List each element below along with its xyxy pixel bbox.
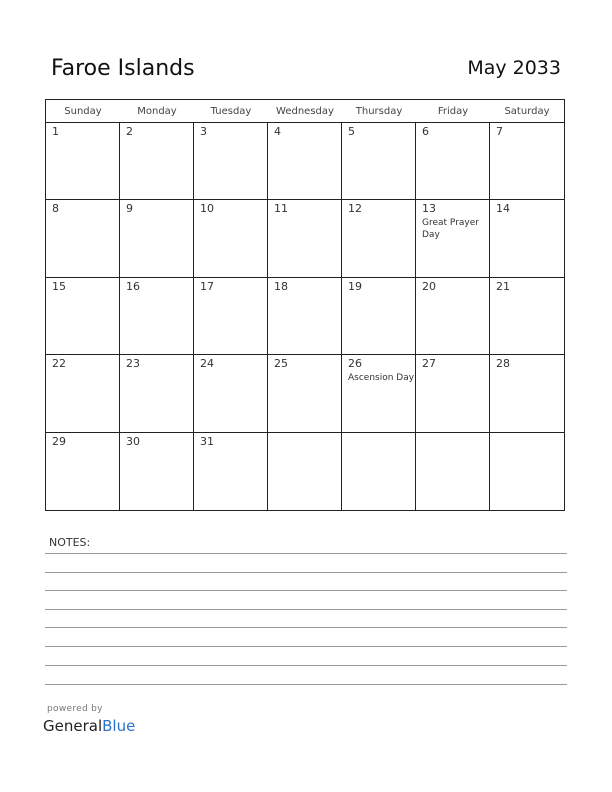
day-cell xyxy=(268,200,342,277)
day-cell xyxy=(268,123,342,200)
day-number: 24 xyxy=(200,357,214,371)
day-cell xyxy=(268,433,342,510)
note-line xyxy=(45,590,567,591)
day-number: 20 xyxy=(422,279,436,293)
note-line xyxy=(45,627,567,628)
day-number: 8 xyxy=(52,202,59,216)
note-line xyxy=(45,572,567,573)
holiday-label: Great Prayer Day xyxy=(422,218,479,241)
day-cell xyxy=(490,433,564,510)
day-cell xyxy=(268,278,342,355)
day-number: 9 xyxy=(126,202,133,216)
weekday-header: Wednesday xyxy=(268,100,342,123)
note-line xyxy=(45,646,567,647)
day-cell xyxy=(120,123,194,200)
day-number: 28 xyxy=(496,357,510,371)
day-number: 1 xyxy=(52,125,59,138)
generalblue-logo xyxy=(43,717,135,735)
note-line xyxy=(45,553,567,554)
day-number: 22 xyxy=(52,357,66,371)
brand-general-text: General xyxy=(43,717,103,735)
day-cell xyxy=(490,200,564,277)
day-cell xyxy=(194,355,268,432)
day-number: 6 xyxy=(422,125,429,138)
day-cell xyxy=(342,278,416,355)
day-cell xyxy=(490,123,564,200)
day-number: 23 xyxy=(126,357,140,371)
holiday-label: Ascension Day xyxy=(348,373,415,384)
weekday-header: Monday xyxy=(120,100,194,123)
day-cell xyxy=(416,200,490,277)
day-number: 19 xyxy=(348,279,362,293)
day-number: 2 xyxy=(126,125,133,138)
weekday-header: Saturday xyxy=(490,100,564,123)
day-cell xyxy=(46,355,120,432)
day-number: 29 xyxy=(52,434,66,448)
day-cell xyxy=(342,433,416,510)
calendar-country-title: Faroe Islands xyxy=(51,56,195,81)
day-cell xyxy=(120,355,194,432)
day-number: 25 xyxy=(274,357,288,371)
powered-by-text: powered by xyxy=(47,704,103,714)
day-cell xyxy=(416,433,490,510)
day-cell xyxy=(194,200,268,277)
day-number: 10 xyxy=(200,202,214,216)
note-line xyxy=(45,609,567,610)
day-cell xyxy=(120,433,194,510)
day-number: 21 xyxy=(496,279,510,293)
day-cell xyxy=(342,200,416,277)
calendar-month-year: May 2033 xyxy=(467,57,561,79)
day-number: 7 xyxy=(496,125,503,138)
day-cell xyxy=(342,355,416,432)
day-number: 4 xyxy=(274,125,281,138)
day-number: 15 xyxy=(52,279,66,293)
day-cell xyxy=(268,355,342,432)
day-cell xyxy=(46,200,120,277)
day-cell xyxy=(194,278,268,355)
day-number: 14 xyxy=(496,202,510,216)
day-cell xyxy=(416,123,490,200)
day-cell xyxy=(46,278,120,355)
weekday-header: Tuesday xyxy=(194,100,268,123)
day-number: 18 xyxy=(274,279,288,293)
day-cell xyxy=(46,433,120,510)
day-number: 16 xyxy=(126,279,140,293)
day-cell xyxy=(194,123,268,200)
day-number: 3 xyxy=(200,125,207,138)
day-number: 31 xyxy=(200,434,214,448)
day-number: 11 xyxy=(274,202,288,216)
note-line xyxy=(45,684,567,685)
day-number: 30 xyxy=(126,434,140,448)
weekday-header: Thursday xyxy=(342,100,416,123)
day-cell xyxy=(120,278,194,355)
weekday-header: Friday xyxy=(416,100,490,123)
day-cell xyxy=(416,355,490,432)
day-number: 5 xyxy=(348,125,355,138)
notes-label: NOTES: xyxy=(49,536,91,549)
day-cell xyxy=(416,278,490,355)
day-number: 27 xyxy=(422,357,436,371)
note-line xyxy=(45,665,567,666)
day-cell xyxy=(490,278,564,355)
brand-blue-text: Blue xyxy=(102,717,136,735)
day-cell xyxy=(194,433,268,510)
day-cell xyxy=(120,200,194,277)
calendar-grid xyxy=(45,99,565,511)
day-number: 12 xyxy=(348,202,362,216)
day-cell xyxy=(342,123,416,200)
day-number: 26 xyxy=(348,357,362,371)
day-number: 13 xyxy=(422,202,436,216)
day-cell xyxy=(490,355,564,432)
day-cell xyxy=(46,123,120,200)
weekday-header: Sunday xyxy=(46,100,120,123)
day-number: 17 xyxy=(200,279,214,293)
